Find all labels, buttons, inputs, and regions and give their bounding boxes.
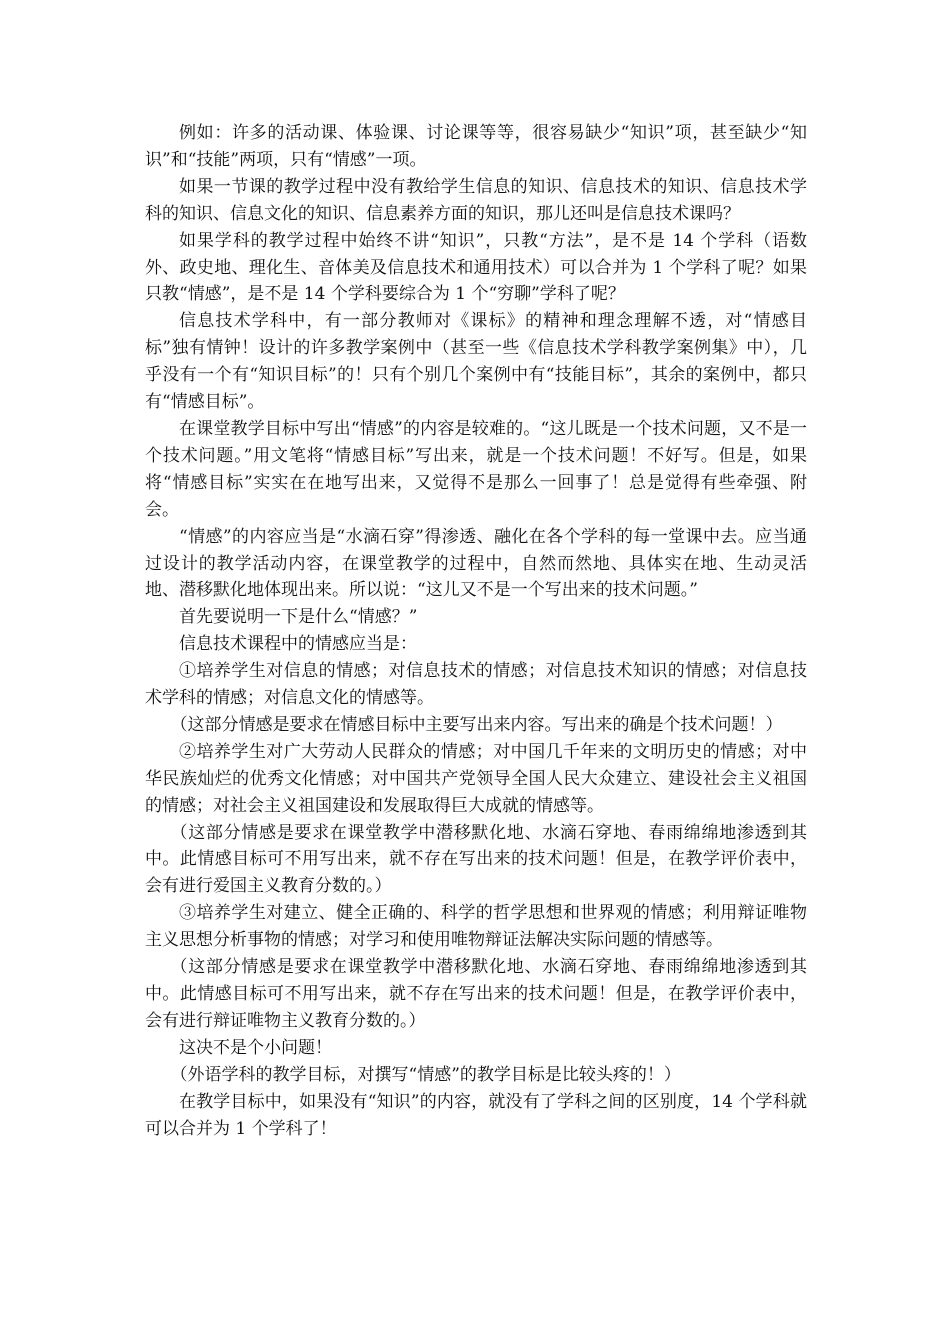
paragraph-item-3: ③培养学生对建立、健全正确的、科学的哲学思想和世界观的情感；利用辩证唯物主义思想分析事物的情感；对学习和使用唯物辩证法解决实际问题的情感等。 bbox=[145, 903, 807, 951]
paragraph-emotion-content: “情感”的内容应当是“水滴石穿”得渗透、融化在各个学科的每一堂课中去。应当通过设计的教学活动内容，在课堂教学的过程中，自然而然地、具体实在地、生动灵活地、潜移默化地体现出来。所以说：“这儿又不是一个写出来的技术问题。” bbox=[145, 526, 807, 601]
paragraph-item-1: ①培养学生对信息的情感；对信息技术的情感；对信息技术知识的情感；对信息技术学科的情感；对信息文化的情感等。 bbox=[145, 661, 807, 709]
paragraph-writing-emotion: 在课堂教学目标中写出“情感”的内容是较难的。“这儿既是一个技术问题，又不是一个技术问题。”用文笔将“情感目标”写出来，就是一个技术问题！不好写。但是，如果将“情感目标”实实在在地写出来，又觉得不是那么一回事了！总是觉得有些牵强、附会。 bbox=[145, 418, 807, 520]
paragraph-example: 例如：许多的活动课、体验课、讨论课等等，很容易缺少“知识”项，甚至缺少“知识”和“技能”两项，只有“情感”一项。 bbox=[145, 123, 807, 170]
paragraph-item-2: ②培养学生对广大劳动人民群众的情感；对中国几千年来的文明历史的情感；对中华民族灿烂的优秀文化情感；对中国共产党领导全国人民大众建立、建设社会主义祖国的情感；对社会主义祖国建设和发展取得巨大成就的情感等。 bbox=[145, 741, 807, 816]
paragraph-it-course-emotion: 信息技术课程中的情感应当是： bbox=[179, 634, 417, 655]
document-body bbox=[145, 120, 807, 1142]
paragraph-note-1: （这部分情感是要求在情感目标中主要写出来内容。写出来的确是个技术问题！） bbox=[170, 714, 783, 735]
paragraph-note-2: （这部分情感是要求在课堂教学中潜移默化地、水滴石穿地、春雨绵绵地渗透到其中。此情感目标可不用写出来，就不存在写出来的技术问题！但是，在教学评价表中，会有进行爱国主义教育分数的。） bbox=[145, 822, 807, 897]
paragraph-what-is-emotion: 首先要说明一下是什么“情感？” bbox=[179, 607, 418, 628]
paragraph-question-it-class: 如果一节课的教学过程中没有教给学生信息的知识、信息技术的知识、信息技术学科的知识、信息文化的知识、信息素养方面的知识，那儿还叫是信息技术课吗？ bbox=[145, 176, 807, 224]
paragraph-emotion-goal-preference: 信息技术学科中，有一部分教师对《课标》的精神和理念理解不透，对“情感目标”独有情钟！设计的许多教学案例中（甚至一些《信息技术学科教学案例集》中），几乎没有一个有“知识目标”的！只有个别几个案例中有“技能目标”，其余的案例中，都只有“情感目标”。 bbox=[145, 311, 807, 413]
paragraph-14-subjects: 如果学科的教学过程中始终不讲“知识”，只教“方法”，是不是 14 个学科（语数外、政史地、理化生、音体美及信息技术和通用技术）可以合并为 1 个学科了呢？如果只教“情感”，是不是 14 个学科要综合为 1 个“穷聊”学科了呢？ bbox=[145, 230, 807, 305]
paragraph-not-small-problem: 这决不是个小问题！ bbox=[179, 1037, 332, 1058]
paragraph-note-foreign-language: （外语学科的教学目标，对撰写“情感”的教学目标是比较头疼的！） bbox=[170, 1064, 681, 1085]
paragraph-conclusion: 在教学目标中，如果没有“知识”的内容，就没有了学科之间的区别度，14 个学科就可以合并为 1 个学科了！ bbox=[145, 1091, 807, 1139]
paragraph-note-3: （这部分情感是要求在课堂教学中潜移默化地、水滴石穿地、春雨绵绵地渗透到其中。此情感目标可不用写出来，就不存在写出来的技术问题！但是，在教学评价表中，会有进行辩证唯物主义教育分数的。） bbox=[145, 957, 807, 1031]
